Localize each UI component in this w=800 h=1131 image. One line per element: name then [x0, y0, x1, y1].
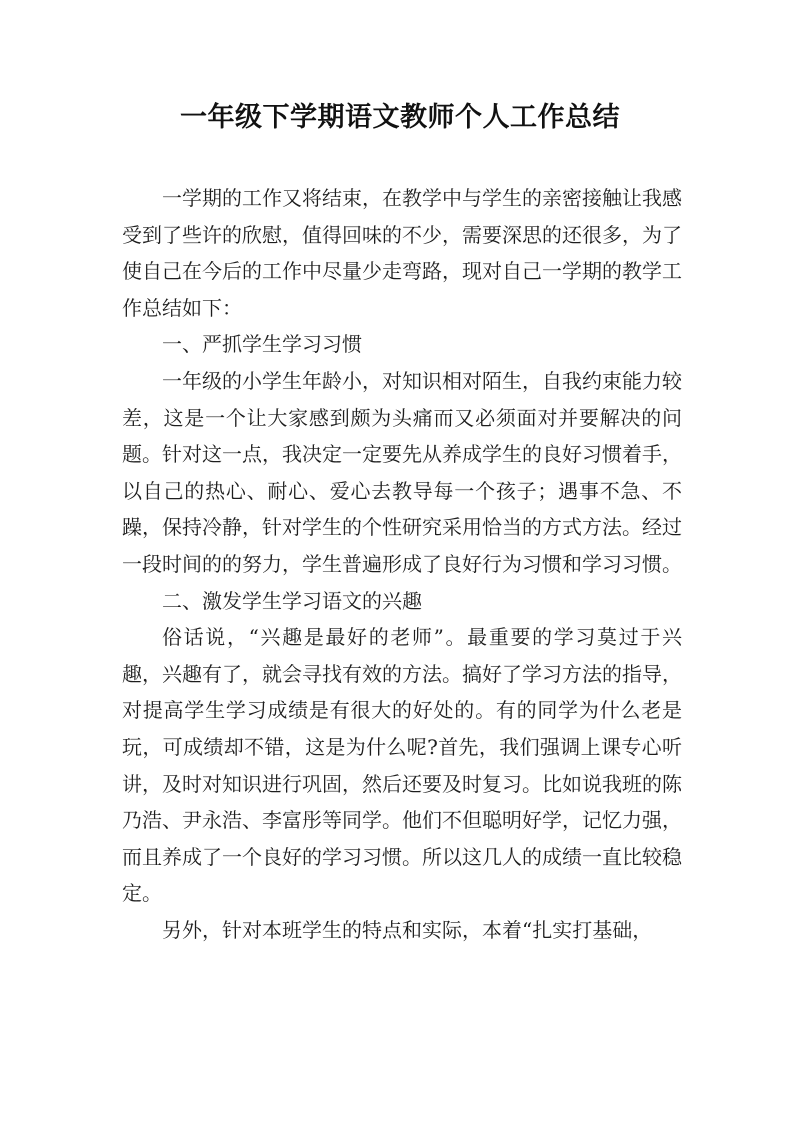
paragraph-habits: 一年级的小学生年龄小，对知识相对陌生，自我约束能力较差，这是一个让大家感到颇为头痛而又必须面对并要解决的问题。针对这一点，我决定一定要先从养成学生的良好习惯着手，以自己的热心、耐心、爱心去教导每一个孩子；遇事不急、不躁，保持冷静，针对学生的个性研究采用恰当的方式方法。经过一段时间的的努力，学生普遍形成了良好行为习惯和学习习惯。: [122, 368, 682, 576]
paragraph-additional: 另外，针对本班学生的特点和实际，本着“扎实打基础，: [162, 917, 653, 942]
paragraph-interest: 俗话说，“兴趣是最好的老师”。最重要的学习莫过于兴趣，兴趣有了，就会寻找有效的方法。搞好了学习方法的指导，对提高学生学习成绩是有很大的好处的。有的同学为什么老是玩，可成绩却不错，这是为什么呢?首先，我们强调上课专心听讲，及时对知识进行巩固，然后还要及时复习。比如说我班的陈乃浩、尹永浩、李富彤等同学。他们不但聪明好学，记忆力强，而且养成了一个良好的学习习惯。所以这几人的成绩一直比较稳定。: [122, 625, 682, 906]
section-heading-1: 一、严抓学生学习习惯: [162, 332, 362, 357]
document-title: 一年级下学期语文教师个人工作总结: [180, 102, 620, 133]
paragraph-intro: 一学期的工作又将结束，在教学中与学生的亲密接触让我感受到了些许的欣慰，值得回味的不少，需要深思的还很多，为了使自己在今后的工作中尽量少走弯路，现对自己一学期的教学工作总结如下：: [122, 186, 682, 320]
section-heading-2: 二、激发学生学习语文的兴趣: [162, 588, 422, 613]
document-body: [122, 180, 682, 948]
